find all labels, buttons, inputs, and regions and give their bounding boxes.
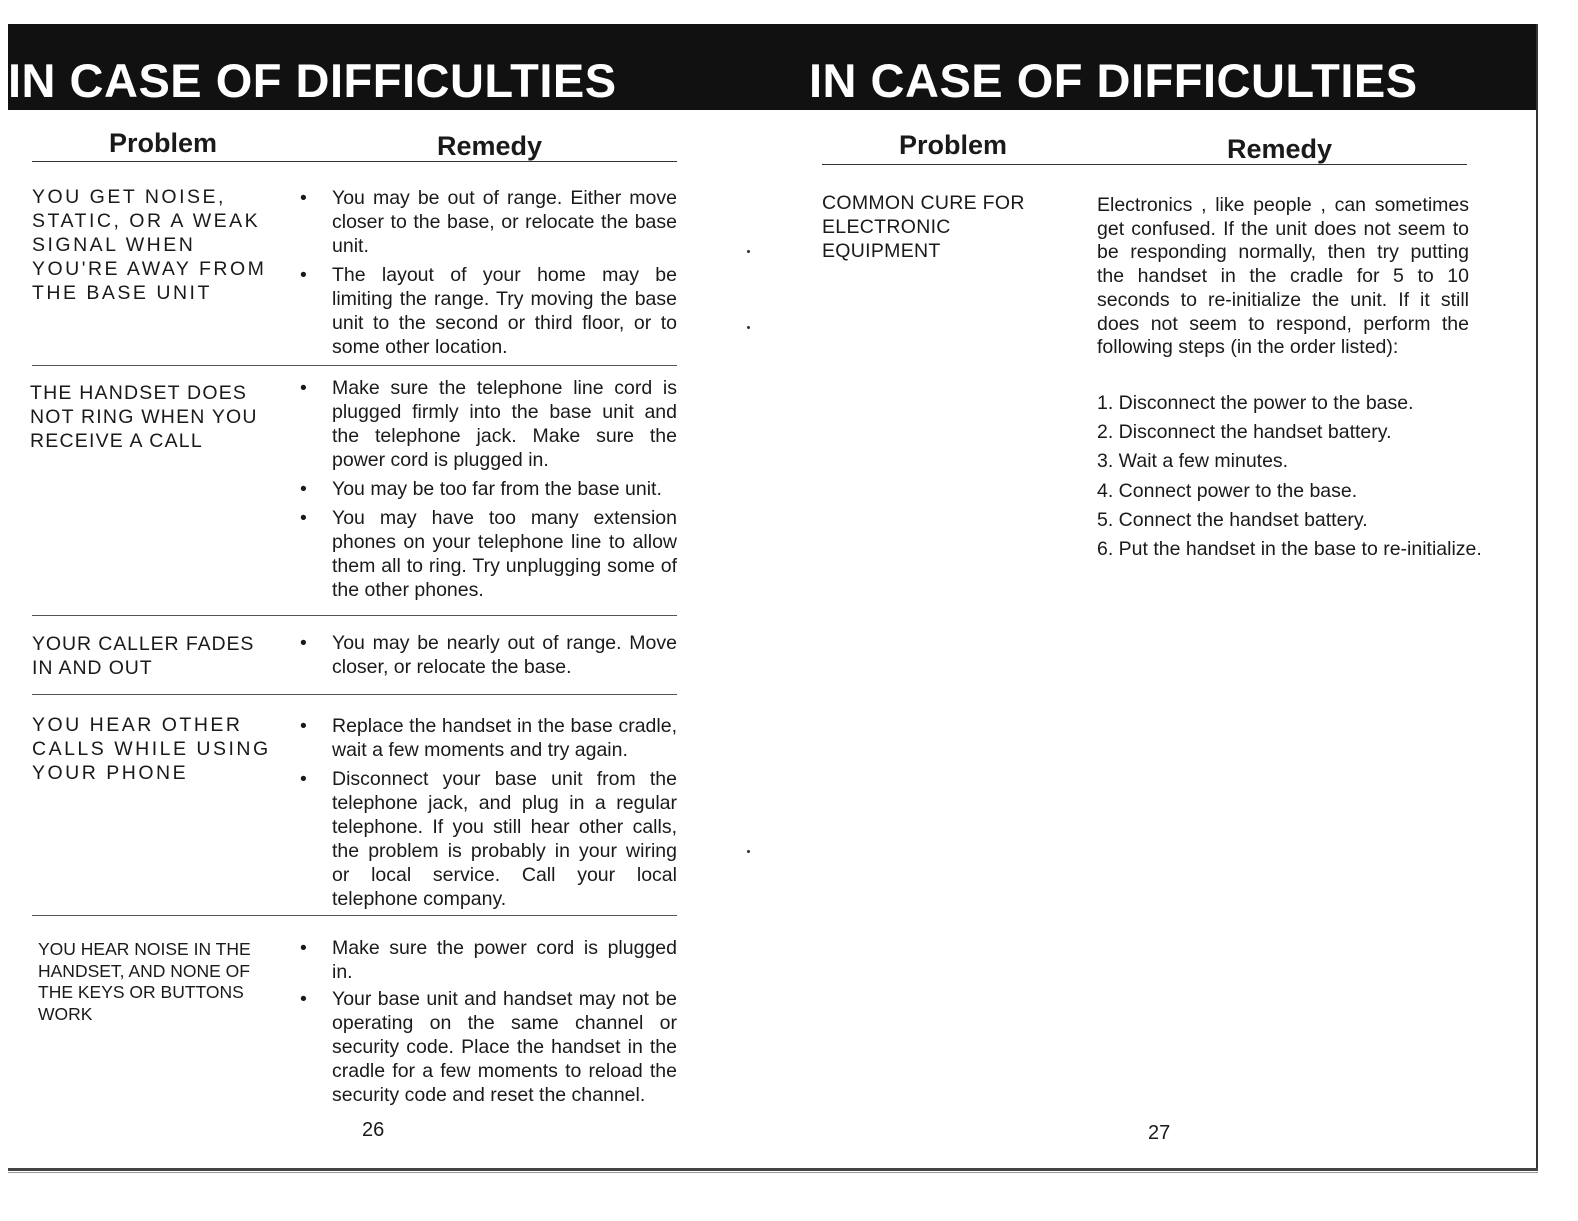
page-edge-line [1536, 24, 1538, 1169]
left-page-banner [8, 24, 762, 110]
bullet-icon: • [300, 937, 307, 959]
remedy-item: • You may be nearly out of range. Move closer, or relocate the base. [300, 632, 677, 678]
reset-steps-list [1097, 391, 1482, 566]
scan-speck [747, 850, 750, 853]
remedy-intro-paragraph: Electronics , like people , can sometimes get confused. If the unit does not seem to be responding normally, then try putting the handset in the cradle for 5 to 10 seconds to re-initialize the unit. If it still does not seem to respond, perform the following steps (in the order listed): [1097, 194, 1469, 359]
remedy-list-row-1 [296, 186, 677, 364]
row-separator [32, 615, 677, 616]
left-header-rule [32, 161, 677, 162]
scan-speck [747, 326, 750, 329]
remedy-list-row-3 [296, 631, 677, 684]
remedy-item: • Make sure the telephone line cord is plugged firmly into the base unit and the telephone jack. Make sure the power cord is plugged in. [300, 377, 677, 471]
problem-row-2: THE HANDSET DOES NOT RING WHEN YOU RECEIVE A CALL [30, 382, 258, 452]
bullet-icon: • [300, 478, 307, 500]
step-item: 5. Connect the handset battery. [1097, 508, 1368, 531]
scan-speck [747, 250, 750, 253]
left-problem-header: Problem [109, 128, 218, 158]
remedy-item: • You may be out of range. Either move closer to the base, or relocate the base unit. [300, 187, 677, 257]
problem-row-5: YOU HEAR NOISE IN THE HANDSET, AND NONE OF THE KEYS OR BUTTONS WORK [38, 939, 251, 1024]
step-item: 4. Connect power to the base. [1097, 479, 1358, 502]
problem-common-cure: COMMON CURE FOR ELECTRONIC EQUIPMENT [822, 192, 1025, 262]
page-number-left: 26 [362, 1119, 385, 1141]
bullet-icon: • [300, 507, 307, 529]
bottom-rule [8, 1168, 1538, 1171]
problem-row-3: YOUR CALLER FADES IN AND OUT [32, 633, 255, 679]
right-header-rule [822, 164, 1467, 165]
bullet-icon: • [300, 715, 307, 737]
row-separator [32, 694, 677, 695]
bullet-icon: • [300, 377, 307, 399]
left-remedy-header: Remedy [437, 131, 543, 161]
step-item: 3. Wait a few minutes. [1097, 450, 1289, 473]
remedy-list-row-5 [296, 936, 677, 1112]
step-item: 1. Disconnect the power to the base. [1097, 392, 1414, 414]
right-remedy-header: Remedy [1227, 134, 1333, 164]
remedy-item: • Make sure the power cord is plugged in. [300, 937, 677, 983]
row-separator [32, 365, 677, 366]
bullet-icon: • [300, 988, 307, 1010]
problem-row-1: YOU GET NOISE, STATIC, OR A WEAK SIGNAL WHEN YOU'RE AWAY FROM THE BASE UNIT [32, 186, 267, 304]
bottom-rule-thin [8, 1172, 1538, 1173]
remedy-list-row-2 [296, 376, 677, 607]
remedy-item: • The layout of your home may be limiting the range. Try moving the base unit to the second or third floor, or to some other location. [300, 264, 677, 358]
remedy-item: • Your base unit and handset may not be operating on the same channel or security code. Place the handset in the cradle for a few moments to reload the security code and reset the channel. [300, 988, 677, 1106]
right-problem-header: Problem [899, 130, 1008, 160]
bullet-icon: • [300, 187, 307, 209]
step-item: 2. Disconnect the handset battery. [1097, 421, 1392, 444]
remedy-item: • Disconnect your base unit from the telephone jack, and plug in a regular telephone. If you still hear other calls, the problem is probably in your wiring or local service. Call your local telephone company. [300, 768, 677, 910]
remedy-item: • You may have too many extension phones on your telephone line to allow them all to ring. Try unplugging some of the other phones. [300, 507, 677, 601]
step-item: 6. Put the handset in the base to re-initialize. [1097, 537, 1482, 560]
left-banner-title: IN CASE OF DIFFICULTIES [8, 54, 617, 107]
bullet-icon: • [300, 632, 307, 654]
remedy-list-row-4 [296, 714, 677, 916]
bullet-icon: • [300, 768, 307, 790]
remedy-item: • You may be too far from the base unit. [300, 478, 662, 500]
page-number-right: 27 [1148, 1122, 1171, 1144]
row-separator [32, 915, 677, 916]
problem-row-4: YOU HEAR OTHER CALLS WHILE USING YOUR PHONE [32, 714, 271, 784]
right-page-banner [762, 24, 1536, 110]
remedy-item: • Replace the handset in the base cradle, wait a few moments and try again. [300, 715, 677, 761]
bullet-icon: • [300, 264, 307, 286]
right-banner-title: IN CASE OF DIFFICULTIES [809, 54, 1418, 107]
